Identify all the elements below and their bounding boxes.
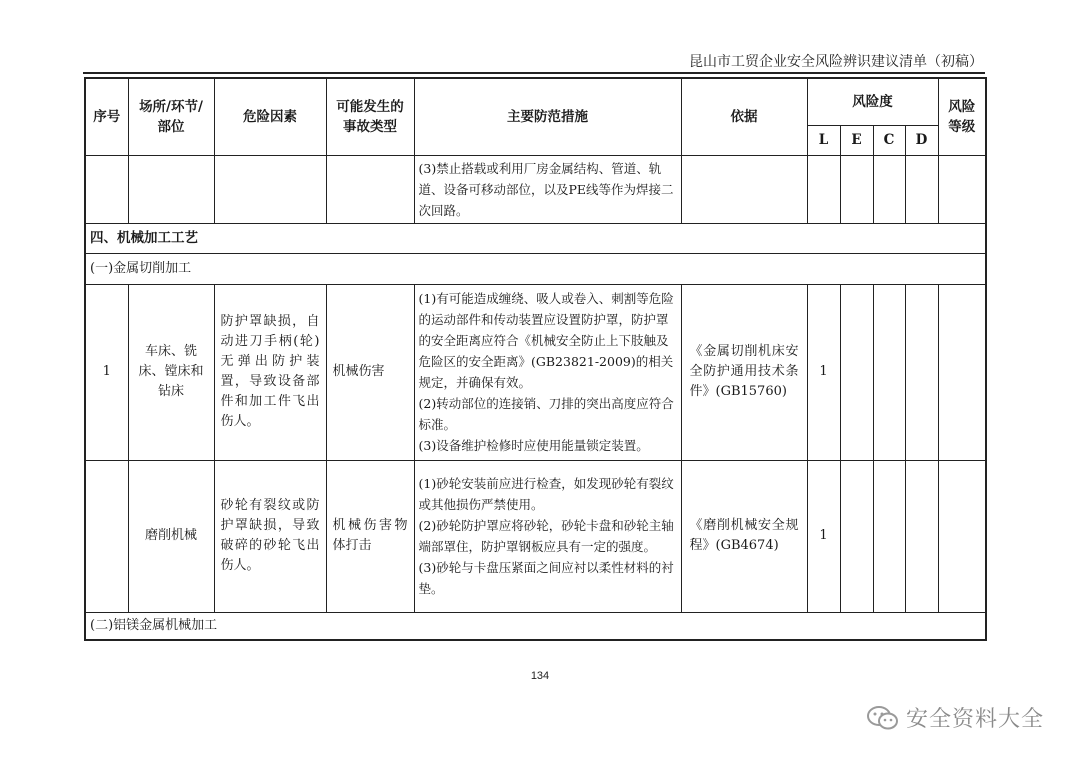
header-risk-level: 风险等级 — [938, 78, 986, 155]
page-number: 134 — [530, 670, 550, 682]
row-no — [85, 460, 128, 612]
row-location: 磨削机械 — [128, 460, 214, 612]
risk-table — [84, 77, 987, 641]
row-measures — [414, 460, 681, 612]
header-C: C — [873, 125, 905, 155]
row-accident-type: 机械伤害 — [326, 284, 414, 460]
table-row — [85, 460, 986, 612]
section-heading: 四、机械加工工艺 — [85, 223, 986, 253]
table-row-continued — [85, 155, 986, 223]
row-location: 车床、铣床、镗床和钻床 — [128, 284, 214, 460]
document-header-title: 昆山市工贸企业安全风险辨识建议清单（初稿） — [689, 54, 983, 70]
measure-item: (1)砂轮安装前应进行检查，如发现砂轮有裂纹或其他损伤严禁使用。 — [418, 476, 674, 512]
subsection-heading: (二)铝镁金属机械加工 — [85, 612, 986, 640]
header-D: D — [905, 125, 938, 155]
measure-item: (3)设备维护检修时应使用能量锁定装置。 — [418, 438, 649, 453]
header-accident-type: 可能发生的事故类型 — [326, 78, 414, 155]
measure-item: (2)砂轮防护罩应将砂轮，砂轮卡盘和砂轮主轴端部罩住，防护罩钢板应具有一定的强度。 — [418, 518, 674, 554]
measure-item: (3)砂轮与卡盘压紧面之间应衬以柔性材料的衬垫。 — [418, 560, 674, 596]
header-risk-degree: 风险度 — [807, 78, 938, 125]
header-rule — [83, 72, 985, 74]
row-hazard: 砂轮有裂纹或防护罩缺损，导致破碎的砂轮飞出伤人。 — [214, 460, 326, 612]
row-basis: 《磨削机械安全规程》(GB4674) — [681, 460, 807, 612]
measure-item: (2)转动部位的连接销、刀排的突出高度应符合标准。 — [418, 396, 674, 432]
header-location: 场所/环节/部位 — [128, 78, 214, 155]
subsection-row — [85, 253, 986, 284]
row-no: 1 — [85, 284, 128, 460]
header-basis: 依据 — [681, 78, 807, 155]
header-measures: 主要防范措施 — [414, 78, 681, 155]
row-basis: 《金属切削机床安全防护通用技术条件》(GB15760) — [681, 284, 807, 460]
measure-item: (1)有可能造成缠绕、吸人或卷入、刺割等危险的运动部件和传动装置应设置防护罩，防护罩的安全距离应符合《机械安全防止上下肢触及危险区的安全距离》(GB23821-2009)的相关规定，并确保有效。 — [418, 291, 674, 390]
watermark-text: 安全资料大全 — [905, 707, 1044, 732]
table-row — [85, 284, 986, 460]
measure-text: (3)禁止搭载或利用厂房金属结构、管道、轨道、设备可移动部位，以及PE线等作为焊接二次回路。 — [414, 155, 681, 223]
row-L: 1 — [807, 460, 840, 612]
row-L: 1 — [807, 284, 840, 460]
header-row-1 — [85, 78, 986, 125]
row-hazard: 防护罩缺损，自动进刀手柄(轮)无弹出防护装置，导致设备部件和加工件飞出伤人。 — [214, 284, 326, 460]
subsection-heading: (一)金属切削加工 — [85, 253, 986, 284]
section-row — [85, 223, 986, 253]
subsection-row — [85, 612, 986, 640]
row-accident-type: 机械伤害物体打击 — [326, 460, 414, 612]
header-E: E — [840, 125, 873, 155]
watermark — [866, 702, 1044, 733]
header-L: L — [807, 125, 840, 155]
wechat-icon — [866, 704, 900, 732]
row-measures — [414, 284, 681, 460]
header-hazard: 危险因素 — [214, 78, 326, 155]
header-no: 序号 — [85, 78, 128, 155]
